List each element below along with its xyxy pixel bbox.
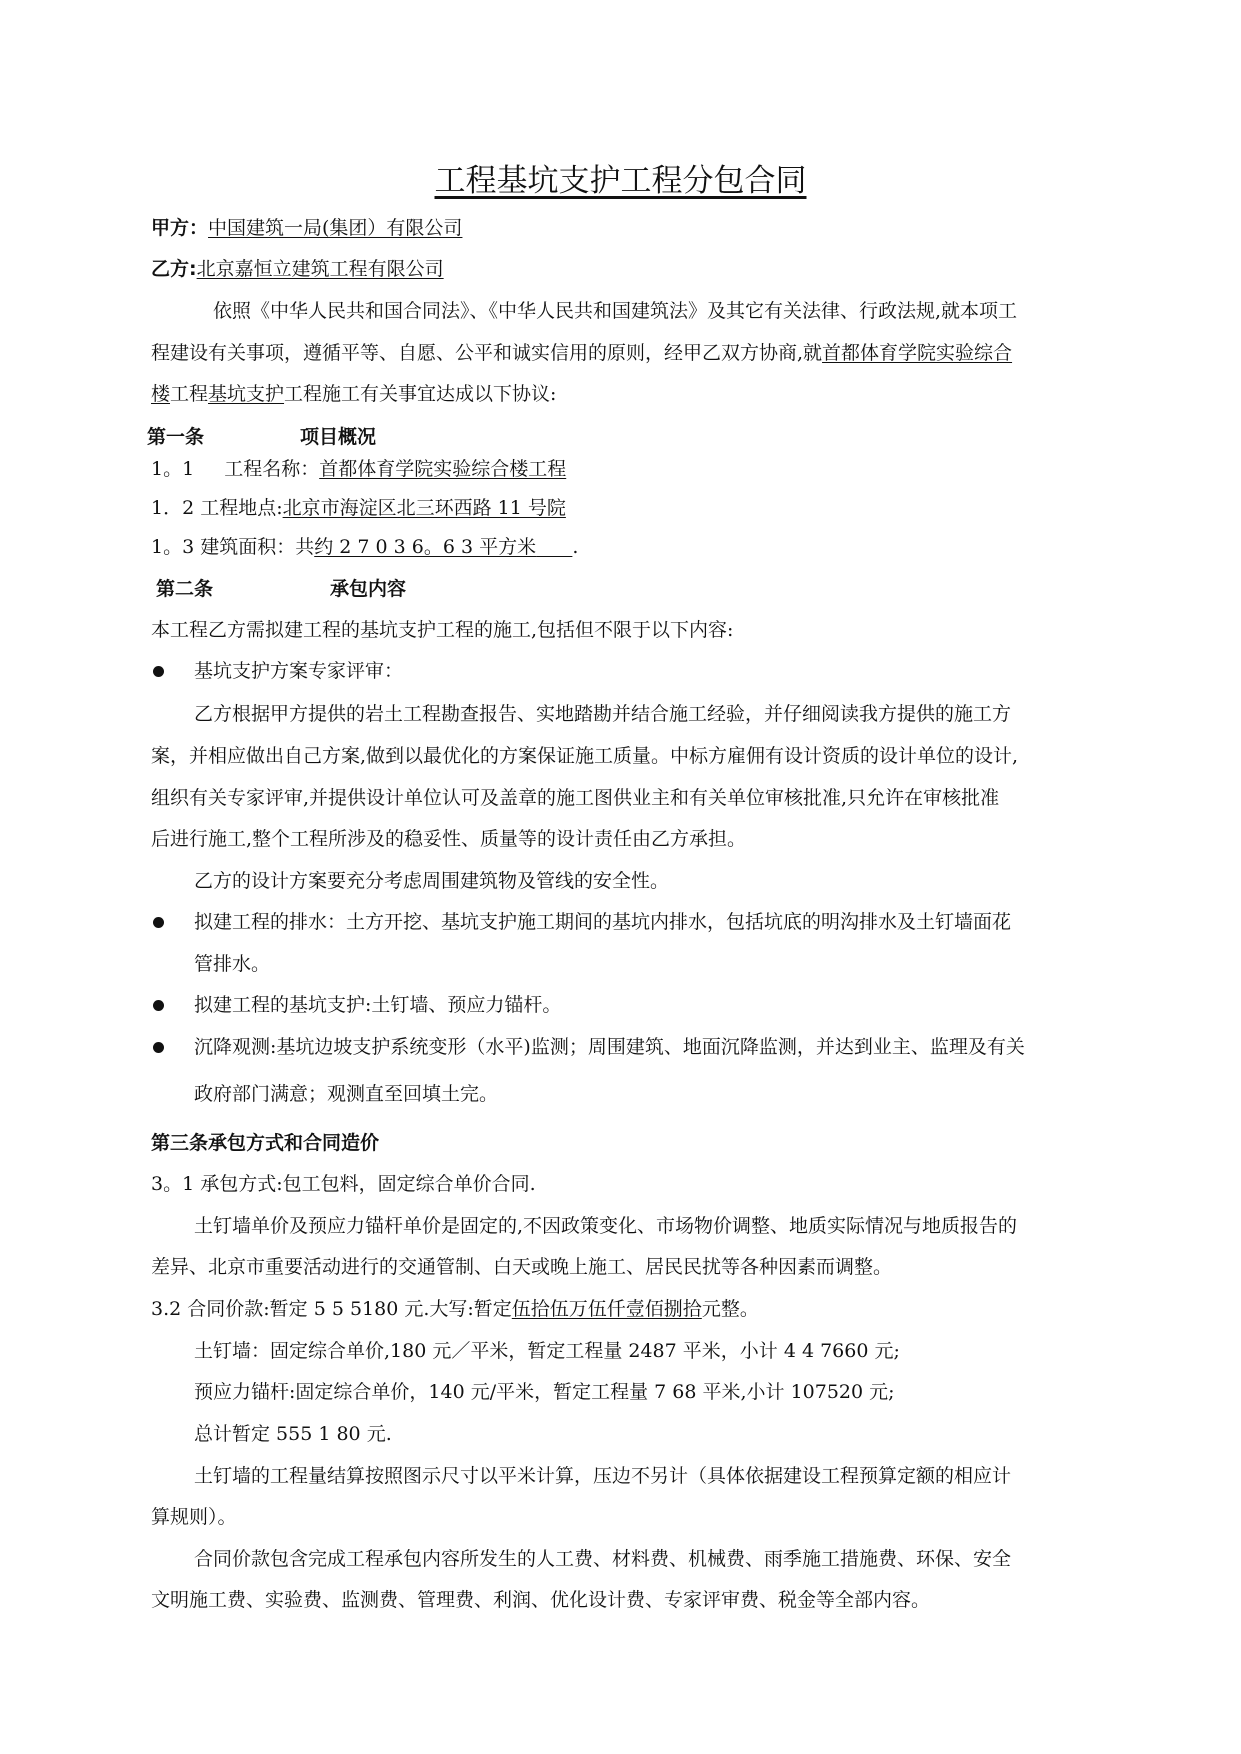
soil-nail-wall-line: 土钉墙：固定综合单价,180 元／平米，暂定工程量 2487 平米，小计 4 4 7660 元; [194, 1340, 900, 1362]
article-2-bullet-4-line-1: 沉降观测:基坑边坡支护系统变形（水平)监测；周围建筑、地面沉降监测，并达到业主、监理及有关 [194, 1036, 1025, 1058]
article-2-bullet-2-line-1: 拟建工程的排水：土方开挖、基坑支护施工期间的基坑内排水，包括坑底的明沟排水及土钉墙面花 [194, 911, 1012, 933]
item-label: 工程名称： [224, 458, 320, 480]
bullet-dot [153, 1000, 164, 1011]
preamble-line-3 [151, 383, 556, 406]
party-b-name: 北京嘉恒立建筑工程有限公司 [196, 258, 444, 280]
article-2-bullet-4-line-2: 政府部门满意；观测直至回填土完。 [194, 1083, 499, 1105]
party-a-label: 甲方： [151, 217, 209, 239]
article-3-para-2-line-2: 算规则）。 [151, 1506, 237, 1528]
article-2-para-1-line-2: 案，并相应做出自己方案,做到以最优化的方案保证施工质量。中标方雇佣有设计资质的设计单位的设计, [151, 745, 1019, 767]
article-2-para-1-line-4: 后进行施工,整个工程所涉及的稳妥性、质量等的设计责任由乙方承担。 [151, 828, 747, 850]
article-1-heading [147, 426, 376, 449]
article-title: 承包内容 [330, 578, 407, 600]
item-label: 1．2 工程地点: [151, 497, 283, 519]
preamble-line-2 [151, 342, 1012, 365]
project-name-ref: 首都体育学院实验综合 [822, 342, 1013, 364]
preamble-line-1: 依照《中华人民共和国合同法》、《中华人民共和国建筑法》及其它有关法律、行政法规,就本项工 [213, 300, 1018, 322]
article-3-para-1-line-2: 差异、北京市重要活动进行的交通管制、白天或晚上施工、居民民扰等各种因素而调整。 [151, 1256, 893, 1278]
preamble-text: 工程 [170, 383, 209, 405]
article-2-heading [156, 578, 406, 601]
preamble-text: 工程施工有关事宜达成以下协议: [284, 383, 557, 405]
article-3-heading: 第三条承包方式和合同造价 [151, 1132, 380, 1154]
article-number: 第二条 [156, 578, 214, 600]
article-2-para-1-line-1: 乙方根据甲方提供的岩土工程勘查报告、实地踏勘并结合施工经验，并仔细阅读我方提供的施工方 [194, 703, 1012, 725]
project-name-ref-end: 楼 [151, 383, 171, 405]
article-number: 第一条 [147, 426, 205, 448]
party-b-line [151, 258, 444, 281]
bullet-dot [153, 666, 164, 677]
article-title: 项目概况 [300, 426, 377, 448]
article-2-bullet-1: 基坑支护方案专家评审： [194, 660, 404, 682]
project-location-value: 北京市海淀区北三环西路 11 号院 [282, 497, 566, 519]
article-3-para-1-line-1: 土钉墙单价及预应力锚杆单价是固定的,不因政策变化、市场物价调整、地质实际情况与地质报告的 [194, 1215, 1018, 1237]
item-label: 1。3 建筑面积：共 [151, 536, 315, 558]
contract-price-text: 3.2 合同价款:暂定 5 5 5180 元.大写:暂定 [151, 1298, 512, 1320]
article-3-item-1: 3。1 承包方式:包工包料，固定综合单价合同. [151, 1173, 536, 1195]
article-2-intro: 本工程乙方需拟建工程的基坑支护工程的施工,包括但不限于以下内容: [151, 619, 734, 641]
article-3-item-2 [151, 1298, 759, 1321]
document-title: 工程基坑支护工程分包合同 [434, 163, 807, 199]
party-a-name: 中国建筑一局(集团）有限公司 [208, 217, 463, 239]
item-number: 1。1 [151, 458, 195, 480]
project-name-value: 首都体育学院实验综合楼工程 [319, 458, 567, 480]
contract-price-end: 元整。 [701, 1298, 759, 1320]
article-1-item-2 [151, 497, 566, 520]
scope-ref: 基坑支护 [208, 383, 285, 405]
bullet-dot [153, 1042, 164, 1053]
contract-price-capital: 伍拾伍万伍仟壹佰捌拾 [511, 1298, 702, 1320]
article-1-item-3 [151, 536, 578, 559]
article-2-bullet-3: 拟建工程的基坑支护:土钉墙、预应力锚杆。 [194, 994, 562, 1016]
article-2-para-1-line-3: 组织有关专家评审,并提供设计单位认可及盖章的施工图供业主和有关单位审核批准,只允许在审核批准 [151, 787, 1000, 809]
total-price-line: 总计暂定 555 1 80 元. [194, 1423, 392, 1445]
article-3-para-3-line-2: 文明施工费、实验费、监测费、管理费、利润、优化设计费、专家评审费、税金等全部内容。 [151, 1589, 931, 1611]
bullet-dot [153, 917, 164, 928]
party-b-label: 乙方: [151, 258, 197, 280]
article-2-para-2: 乙方的设计方案要充分考虑周围建筑物及管线的安全性。 [194, 870, 670, 892]
article-1-item-1 [151, 458, 566, 481]
preamble-text: 程建设有关事项，遵循平等、自愿、公平和诚实信用的原则，经甲乙双方协商,就 [151, 342, 823, 364]
article-3-para-2-line-1: 土钉墙的工程量结算按照图示尺寸以平米计算，压边不另计（具体依据建设工程预算定额的相应计 [194, 1465, 1012, 1487]
building-area-value: 约 2 7 0 3 6。6 3 平方米 [314, 536, 537, 558]
anchor-rod-line: 预应力锚杆:固定综合单价，140 元/平米，暂定工程量 7 68 平米,小计 107520 元; [194, 1381, 895, 1403]
party-a-line [151, 217, 462, 240]
item-end: . [572, 536, 579, 558]
article-2-bullet-2-line-2: 管排水。 [194, 953, 271, 975]
article-3-para-3-line-1: 合同价款包含完成工程承包内容所发生的人工费、材料费、机械费、雨季施工措施费、环保、安全 [194, 1548, 1012, 1570]
